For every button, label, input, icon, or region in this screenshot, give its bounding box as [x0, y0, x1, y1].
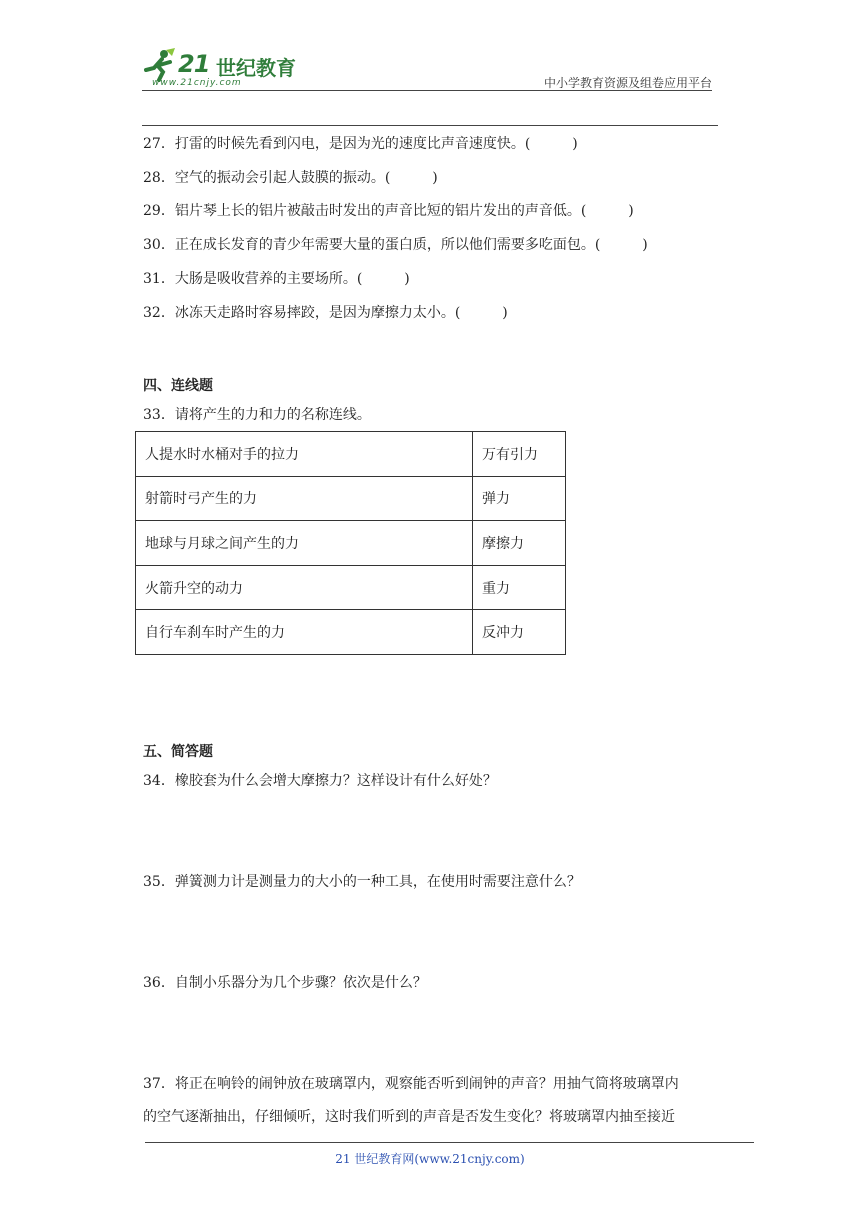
match-left-cell: 自行车刹车时产生的力: [136, 610, 473, 655]
table-row: [136, 521, 566, 566]
match-left-cell: 地球与月球之间产生的力: [136, 521, 473, 566]
question-30: 30．正在成长发育的青少年需要大量的蛋白质，所以他们需要多吃面包。( ): [143, 237, 648, 253]
question-35: 35．弹簧测力计是测量力的大小的一种工具，在使用时需要注意什么？: [143, 874, 581, 890]
match-right-cell: 弹力: [473, 476, 566, 521]
header-divider: [142, 90, 712, 91]
footer-divider: [145, 1142, 754, 1143]
question-31: 31．大肠是吸收营养的主要场所。( ): [143, 271, 410, 287]
match-left-cell: 射箭时弓产生的力: [136, 476, 473, 521]
footer-link[interactable]: 21 世纪教育网(www.21cnjy.com): [335, 1152, 525, 1166]
table-row: [136, 610, 566, 655]
match-right-cell: 重力: [473, 565, 566, 610]
match-left-cell: 火箭升空的动力: [136, 565, 473, 610]
question-28: 28．空气的振动会引起人鼓膜的振动。( ): [143, 170, 438, 186]
platform-title: 中小学教育资源及组卷应用平台: [543, 76, 712, 90]
logo-text: 世纪教育: [216, 56, 296, 80]
match-right-cell: 反冲力: [473, 610, 566, 655]
question-36: 36．自制小乐器分为几个步骤？依次是什么？: [143, 975, 427, 991]
question-27: 27．打雷的时候先看到闪电，是因为光的速度比声音速度快。( ): [143, 136, 578, 152]
section-title-short-answer: 五、简答题: [143, 744, 213, 760]
site-logo: [142, 46, 312, 92]
logo-number: 21: [178, 50, 210, 78]
table-row: [136, 432, 566, 477]
logo-url: www.21cnjy.com: [152, 78, 242, 88]
runner-logo-icon: [142, 48, 176, 82]
content-divider: [142, 125, 718, 126]
question-34: 34．橡胶套为什么会增大摩擦力？这样设计有什么好处？: [143, 773, 497, 789]
section-title-matching: 四、连线题: [143, 378, 213, 394]
table-row: [136, 476, 566, 521]
table-row: [136, 565, 566, 610]
question-29: 29．铝片琴上长的铝片被敲击时发出的声音比短的铝片发出的声音低。( ): [143, 203, 634, 219]
matching-table: [135, 431, 566, 655]
question-37-line-2: 的空气逐渐抽出，仔细倾听，这时我们听到的声音是否发生变化？将玻璃罩内抽至接近: [143, 1109, 675, 1125]
match-left-cell: 人提水时水桶对手的拉力: [136, 432, 473, 477]
match-right-cell: 摩擦力: [473, 521, 566, 566]
question-37-line-1: 37．将正在响铃的闹钟放在玻璃罩内，观察能否听到闹钟的声音？用抽气筒将玻璃罩内: [143, 1076, 679, 1092]
question-33: 33．请将产生的力和力的名称连线。: [143, 407, 371, 423]
match-right-cell: 万有引力: [473, 432, 566, 477]
question-32: 32．冰冻天走路时容易摔跤，是因为摩擦力太小。( ): [143, 305, 508, 321]
